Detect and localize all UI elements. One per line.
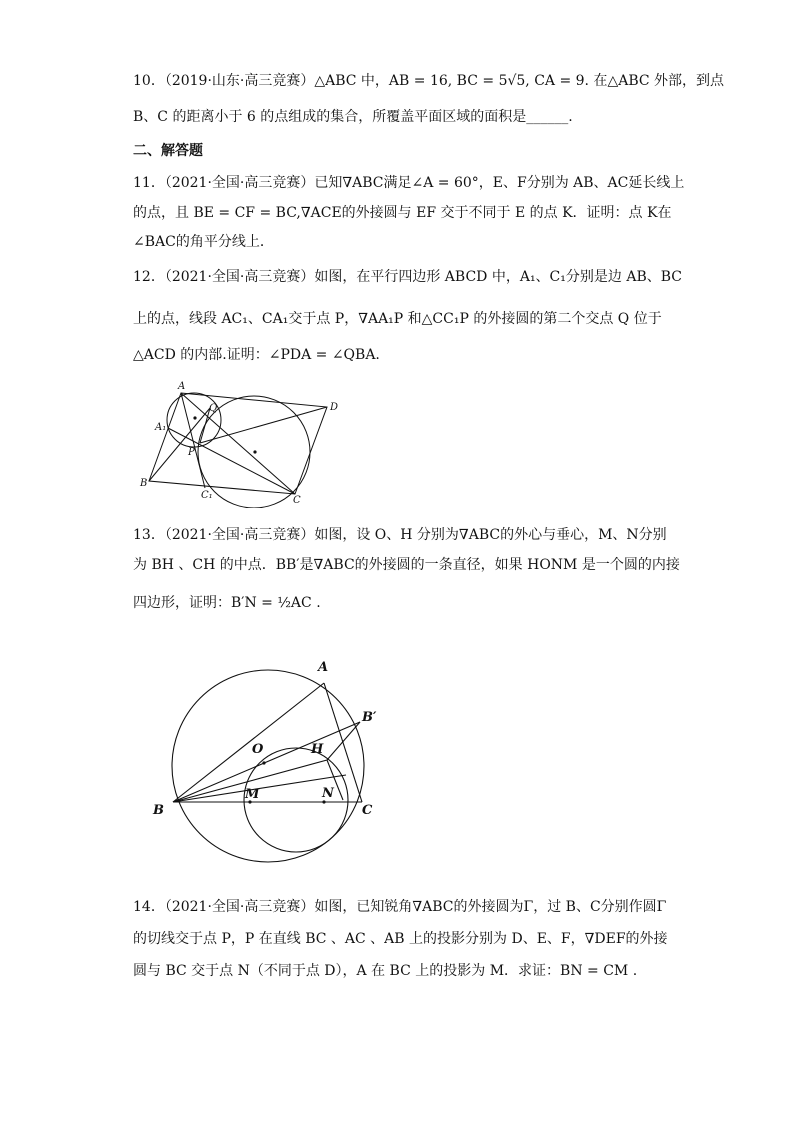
fig12-label-d: D: [330, 402, 339, 413]
q13-line3: 四边形，证明：B′N = ½AC .: [133, 595, 321, 611]
fig12-label-c: C: [293, 495, 301, 506]
fig13-label-bprime: B′: [362, 710, 377, 725]
fig13-label-h: H: [311, 742, 324, 757]
figure-q13: [150, 650, 390, 870]
fig12-label-q: Q: [209, 403, 218, 414]
fig12-label-c1: C₁: [201, 490, 213, 501]
fig12-label-b: B: [140, 478, 148, 489]
fig13-label-o: O: [252, 742, 264, 757]
q14-line3: 圆与 BC 交于点 N（不同于点 D），A 在 BC 上的投影为 M．求证：BN = CM .: [133, 963, 638, 979]
fig13-label-n: N: [322, 786, 334, 801]
q12-line3: △ACD 的内部.证明：∠PDA = ∠QBA.: [133, 347, 380, 363]
q10-line1: 10．（2019·山东·高三竞赛）△ABC 中，AB = 16, BC = 5√5, CA = 9. 在△ABC 外部，到点: [133, 73, 725, 89]
q12-line1: 12．（2021·全国·高三竞赛）如图，在平行四边形 ABCD 中，A₁、C₁分别是边 AB、BC: [133, 269, 682, 285]
q12-line2: 上的点，线段 AC₁、CA₁交于点 P，∇AA₁P 和△CC₁P 的外接圆的第二个交点 Q 位于: [133, 311, 662, 327]
q11-line3: ∠BAC的角平分线上．: [133, 234, 274, 250]
fig12-label-a1: A₁: [155, 422, 167, 433]
fig12-label-p: P: [188, 447, 195, 458]
q14-line1: 14．（2021·全国·高三竞赛）如图，已知锐角∇ABC的外接圆为Γ，过 B、C分别作圆Γ: [133, 899, 667, 915]
figure-q12: [130, 378, 350, 508]
fig13-label-m: M: [245, 787, 260, 802]
q11-line1: 11．（2021·全国·高三竞赛）已知∇ABC满足∠A = 60°，E、F分别为 AB、AC延长线上: [133, 175, 685, 191]
q10-line2: B、C 的距离小于 6 的点组成的集合，所覆盖平面区域的面积是______.: [133, 109, 573, 125]
q14-line2: 的切线交于点 P，P 在直线 BC 、AC 、AB 上的投影分别为 D、E、F，∇DEF的外接: [133, 931, 668, 947]
q11-line2: 的点，且 BE = CF = BC,∇ACE的外接圆与 EF 交于不同于 E 的点 K．证明：点 K在: [133, 205, 672, 221]
section-heading: 二、解答题: [133, 143, 203, 159]
fig13-label-a: A: [318, 660, 329, 675]
q13-line2: 为 BH 、CH 的中点．BB′是∇ABC的外接圆的一条直径，如果 HONM 是一个圆的内接: [133, 557, 680, 573]
fig12-label-a: A: [178, 381, 186, 392]
fig13-label-c: C: [362, 803, 373, 818]
q13-line1: 13．（2021·全国·高三竞赛）如图，设 O、H 分别为∇ABC的外心与垂心，M、N分别: [133, 527, 667, 543]
fig13-label-b: B: [153, 803, 164, 818]
